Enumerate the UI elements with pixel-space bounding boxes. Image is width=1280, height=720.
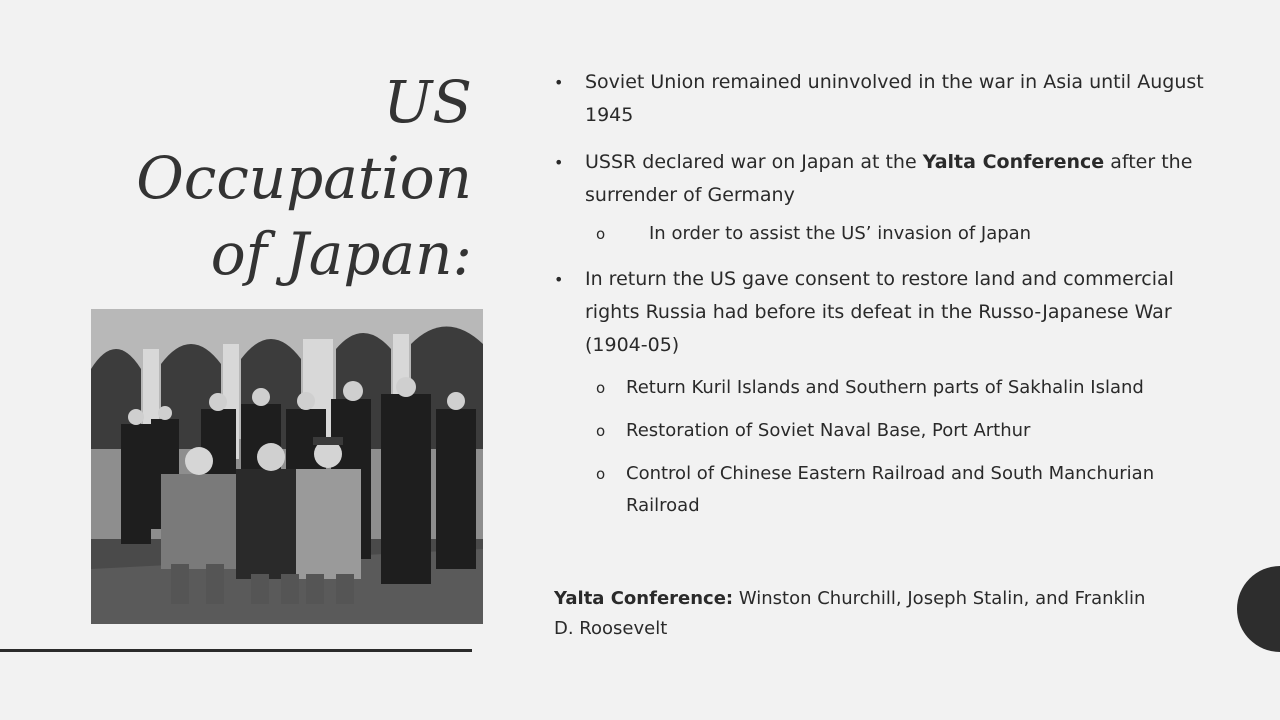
sub-bullet-item [596,415,1214,447]
bullet-dot: • [554,270,564,289]
sub-bullet-item [596,372,1214,404]
sub-bullet-text: Control of Chinese Eastern Railroad and South Manchurian Railroad [626,463,1155,516]
sub-bullet-text: Return Kuril Islands and Southern parts of Sakhalin Island [626,377,1144,398]
title-line-2: Occupation [136,144,472,212]
sub-bullet-marker: o [596,225,606,243]
decorative-circle [1237,566,1280,652]
bullet-text-pre: USSR declared war on Japan at the [585,151,923,173]
sub-bullet-marker: o [596,465,606,483]
yalta-conference-photo [91,309,483,624]
sub-bullet-marker: o [596,379,606,397]
bullet-item [554,146,1214,212]
bullet-list [554,66,1214,533]
sub-bullet-marker: o [596,422,606,440]
title-line-1: US [383,68,472,136]
slide-title [60,64,472,292]
photo-illustration [91,309,483,624]
bullet-item [554,66,1214,132]
caption-label: Yalta Conference: [554,588,734,609]
sub-bullet-item [596,458,1214,522]
bullet-item [554,263,1214,362]
photo-caption [554,584,1154,644]
bullet-text: Soviet Union remained uninvolved in the war in Asia until August 1945 [585,71,1204,126]
divider-line [0,649,472,652]
sub-bullet-text: In order to assist the US’ invasion of Japan [649,223,1032,244]
bullet-dot: • [554,153,564,172]
bullet-dot: • [554,73,564,92]
bullet-text: In return the US gave consent to restore land and commercial rights Russia had before its defeat in the Russo-Japanese War (1904-05) [585,268,1174,356]
sub-bullet-text: Restoration of Soviet Naval Base, Port Arthur [626,420,1031,441]
title-line-3: of Japan: [210,220,472,288]
sub-bullet-item [596,218,1214,250]
bullet-text-bold: Yalta Conference [922,151,1105,173]
bullet-text-post: after the surrender of Germany [585,151,1193,206]
caption-text: Winston Churchill, Joseph Stalin, and Franklin D. Roosevelt [554,588,1146,639]
